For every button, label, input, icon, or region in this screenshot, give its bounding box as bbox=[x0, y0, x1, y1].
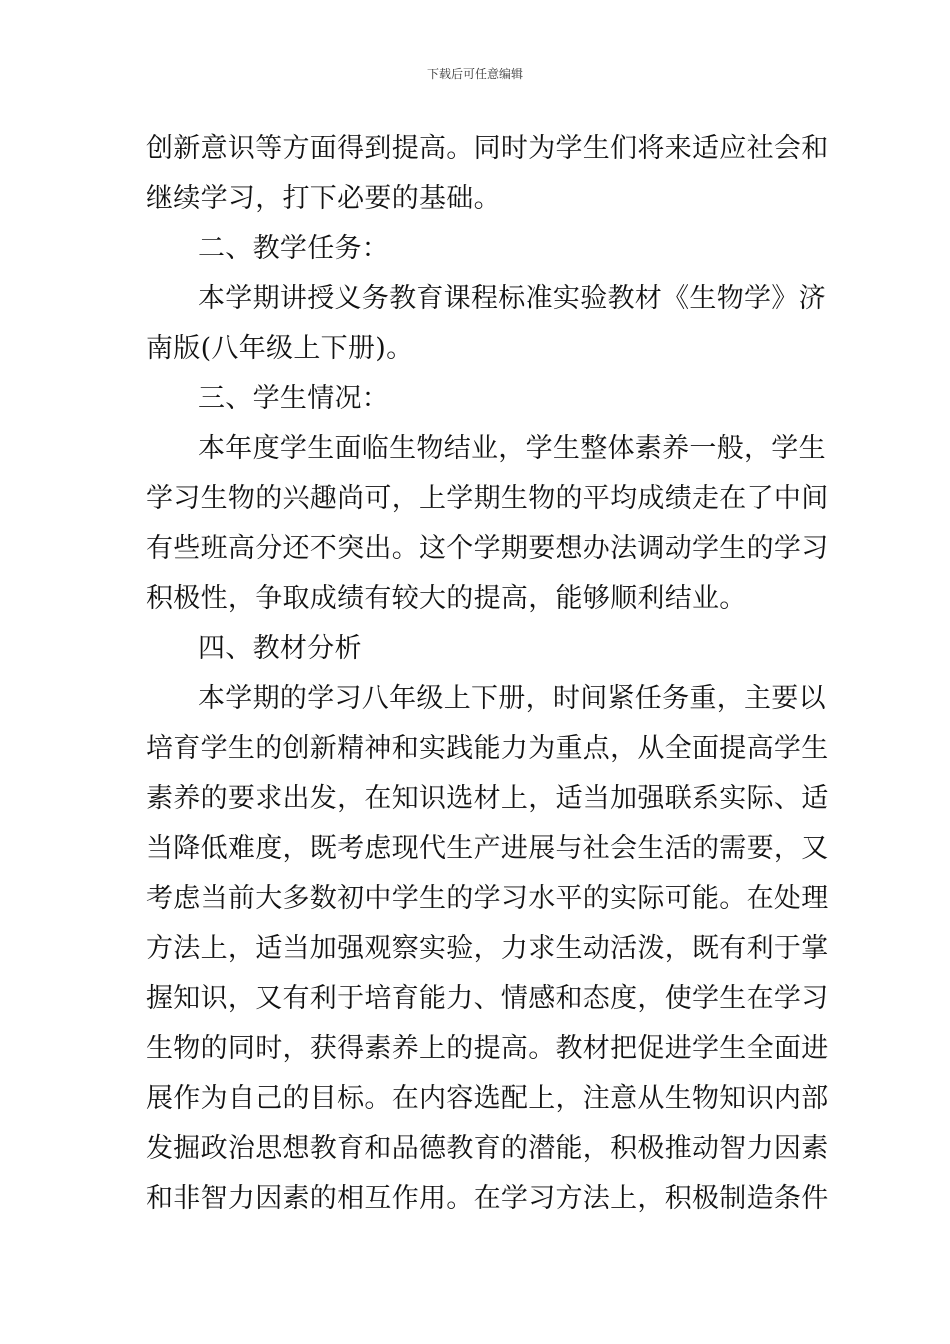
text-line: 本学期的学习八年级上下册，时间紧任务重，主要以 bbox=[198, 683, 826, 714]
section-heading: 二、教学任务： bbox=[198, 233, 390, 264]
section-heading: 三、学生情况： bbox=[198, 383, 390, 414]
text-line: 南版(八年级上下册)。 bbox=[146, 333, 414, 364]
text-line: 生物的同时，获得素养上的提高。教材把促进学生全面进 bbox=[146, 1033, 829, 1064]
text-line: 创新意识等方面得到提高。同时为学生们将来适应社会和 bbox=[146, 133, 829, 164]
text-line: 积极性，争取成绩有较大的提高，能够顺利结业。 bbox=[146, 583, 747, 614]
text-line: 当降低难度，既考虑现代生产进展与社会生活的需要，又 bbox=[146, 833, 829, 864]
text-line: 和非智力因素的相互作用。在学习方法上，积极制造条件 bbox=[146, 1183, 829, 1214]
page-header: 下载后可任意编辑 bbox=[426, 67, 523, 81]
text-line: 学习生物的兴趣尚可，上学期生物的平均成绩走在了中间 bbox=[146, 483, 829, 514]
text-line: 展作为自己的目标。在内容选配上，注意从生物知识内部 bbox=[146, 1083, 829, 1114]
text-line: 考虑当前大多数初中学生的学习水平的实际可能。在处理 bbox=[146, 883, 829, 914]
document-body bbox=[146, 124, 829, 1224]
text-line: 培育学生的创新精神和实践能力为重点，从全面提高学生 bbox=[146, 733, 829, 764]
text-line: 方法上，适当加强观察实验，力求生动活泼，既有利于掌 bbox=[146, 933, 829, 964]
text-line: 发掘政治思想教育和品德教育的潜能，积极推动智力因素 bbox=[146, 1133, 829, 1164]
section-heading: 四、教材分析 bbox=[198, 633, 362, 664]
text-line: 握知识，又有利于培育能力、情感和态度，使学生在学习 bbox=[146, 983, 829, 1014]
text-line: 本学期讲授义务教育课程标准实验教材《生物学》济 bbox=[198, 283, 826, 314]
text-line: 本年度学生面临生物结业，学生整体素养一般，学生 bbox=[198, 433, 826, 464]
text-line: 有些班高分还不突出。这个学期要想办法调动学生的学习 bbox=[146, 533, 829, 564]
text-line: 素养的要求出发，在知识选材上，适当加强联系实际、适 bbox=[146, 783, 829, 814]
text-line: 继续学习，打下必要的基础。 bbox=[146, 183, 501, 214]
